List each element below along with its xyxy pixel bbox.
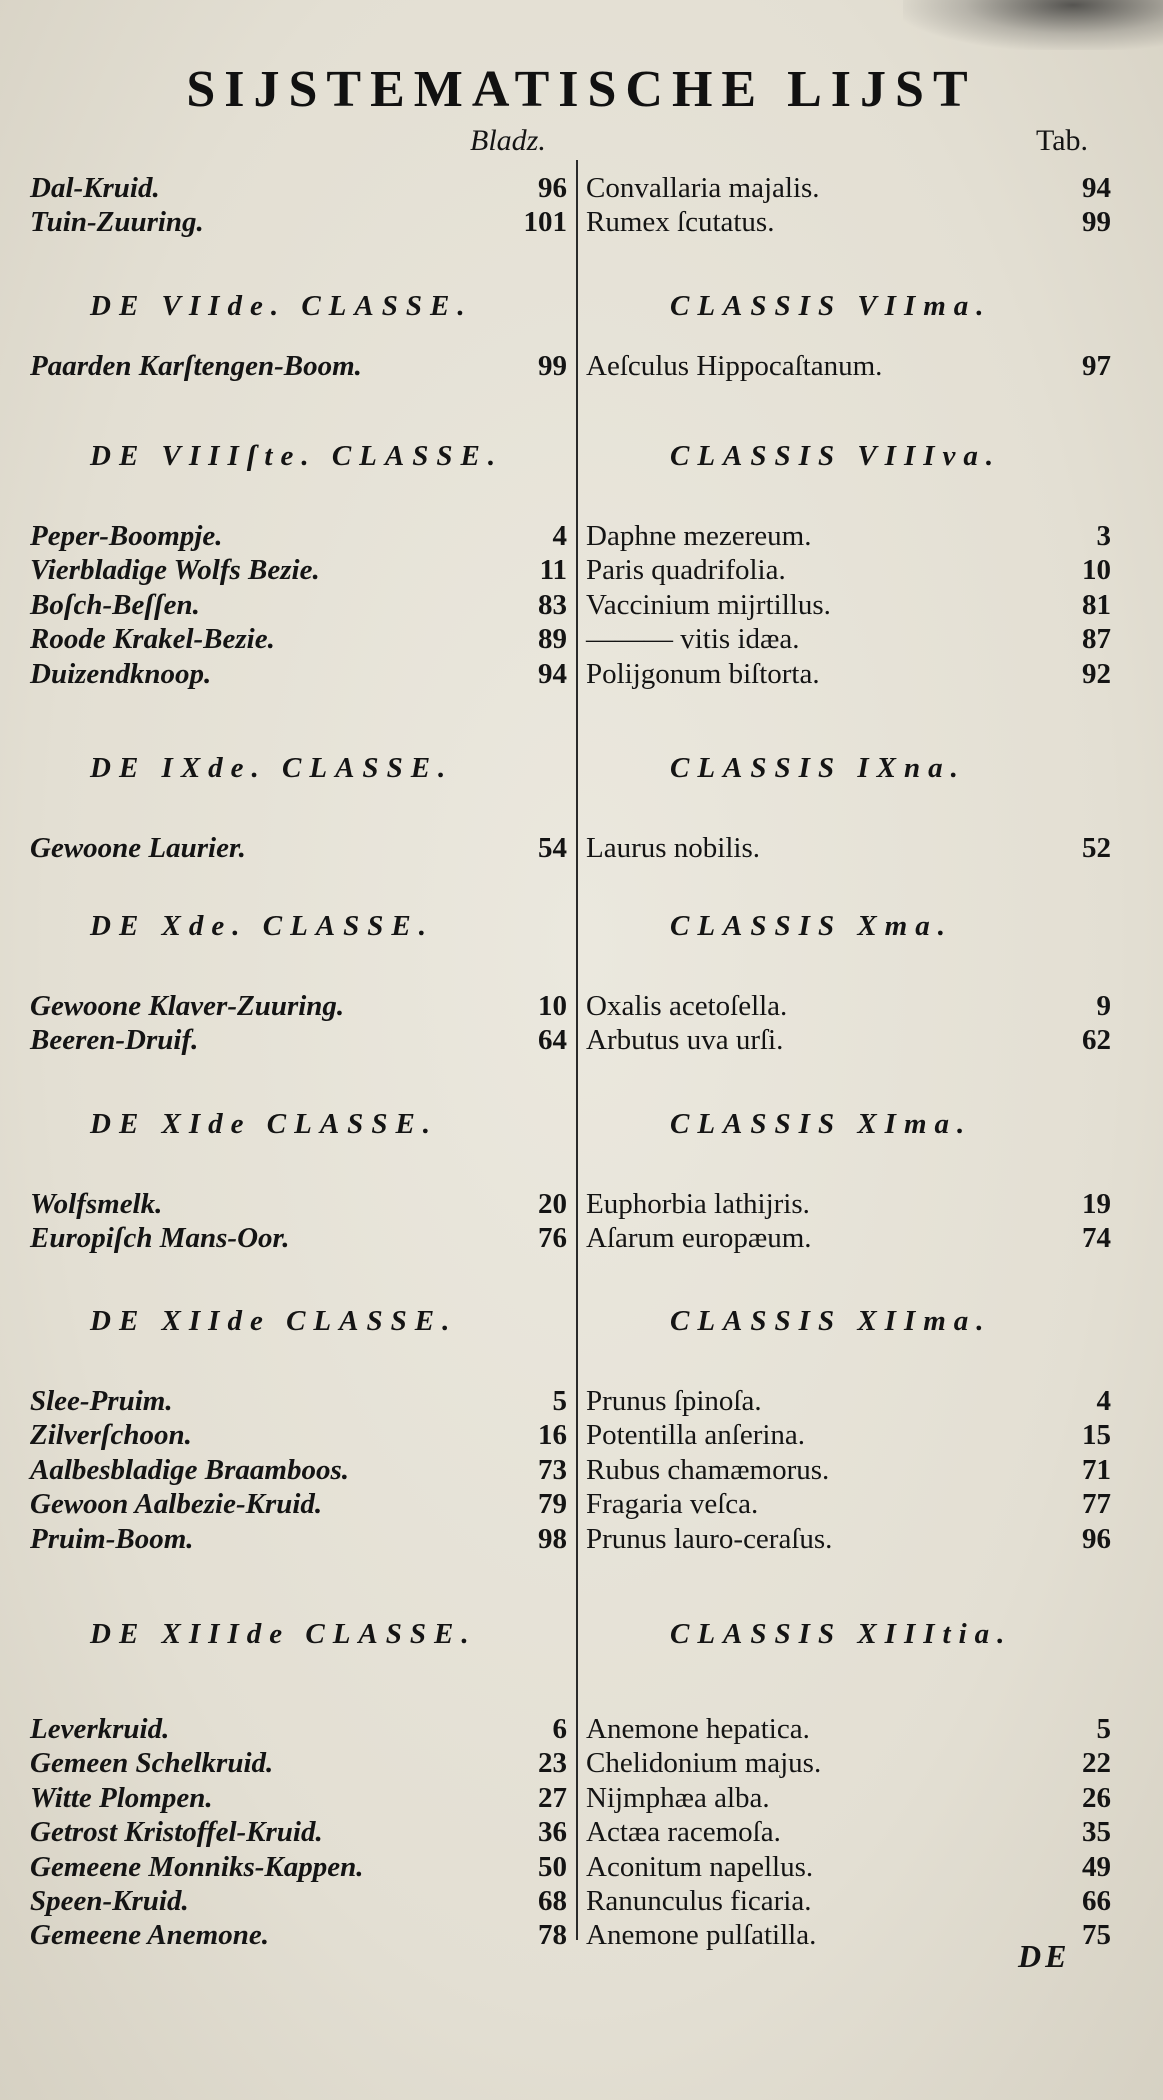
plate-number: 66 [1082, 1885, 1111, 1917]
list-item [0, 1454, 1163, 1490]
section-heading [0, 440, 1163, 500]
dutch-name: Wolfsmelk. [30, 1188, 163, 1220]
list-item [0, 1713, 1163, 1749]
latin-name: Aeſculus Hippocaſtanum. [586, 350, 883, 382]
plate-number: 49 [1082, 1850, 1111, 1883]
section-heading-dutch: DE VIIIſte. CLASSE. [90, 440, 504, 472]
list-item [0, 1885, 1163, 1921]
plate-number: 4 [1096, 1385, 1111, 1417]
latin-name: ——— vitis idæa. [586, 623, 800, 656]
latin-name: Oxalis acetoſella. [586, 990, 788, 1022]
dutch-name: Paarden Karſtengen-Boom. [30, 350, 362, 382]
page-number: 27 [538, 1781, 567, 1814]
section-heading-dutch: DE XIde CLASSE. [90, 1108, 439, 1140]
page-number: 16 [538, 1419, 567, 1452]
dutch-name: Gemeene Monniks-Kappen. [30, 1850, 364, 1883]
page-number: 5 [552, 1385, 567, 1417]
page-number: 20 [538, 1188, 567, 1220]
page-number: 78 [538, 1919, 567, 1952]
plate-number: 75 [1082, 1919, 1111, 1952]
page-number: 64 [538, 1024, 567, 1057]
dutch-name: Speen-Kruid. [30, 1885, 189, 1917]
list-item [0, 1385, 1163, 1421]
latin-name: Convallaria majalis. [586, 172, 820, 204]
section-heading [0, 752, 1163, 812]
section-heading-latin: CLASSIS IXna. [670, 752, 966, 784]
plate-number: 19 [1082, 1188, 1111, 1220]
plate-number: 92 [1082, 657, 1111, 690]
list-item [0, 1747, 1163, 1783]
dutch-name: Europiſch Mans-Oor. [30, 1222, 290, 1255]
section-heading [0, 290, 1163, 350]
page-number: 6 [552, 1713, 567, 1745]
latin-name: Aſarum europæum. [586, 1222, 812, 1255]
list-item [0, 623, 1163, 659]
plate-number: 81 [1082, 588, 1111, 621]
list-item [0, 206, 1163, 242]
dutch-name: Beeren-Druif. [30, 1024, 199, 1057]
list-item [0, 990, 1163, 1026]
dutch-name: Vierbladige Wolfs Bezie. [30, 554, 320, 587]
page-number: 83 [538, 588, 567, 621]
section-heading [0, 910, 1163, 970]
plate-number: 35 [1082, 1816, 1111, 1849]
section-heading-dutch: DE Xde. CLASSE. [90, 910, 434, 942]
plate-number: 26 [1082, 1781, 1111, 1814]
dutch-name: Gewoone Klaver-Zuuring. [30, 990, 345, 1022]
list-item [0, 1222, 1163, 1258]
plate-number: 97 [1082, 350, 1111, 382]
list-item [0, 1816, 1163, 1852]
list-item [0, 832, 1163, 868]
plate-number: 62 [1082, 1024, 1111, 1057]
page-number: 89 [538, 623, 567, 656]
latin-name: Prunus lauro-ceraſus. [586, 1522, 833, 1555]
latin-name: Rumex ſcutatus. [586, 206, 775, 239]
page-number: 99 [538, 350, 567, 382]
page-number: 50 [538, 1850, 567, 1883]
dutch-name: Witte Plompen. [30, 1781, 213, 1814]
page-number: 98 [538, 1522, 567, 1555]
plate-number: 71 [1082, 1453, 1111, 1486]
section-heading-latin: CLASSIS VIIIva. [670, 440, 1002, 472]
list-item [0, 658, 1163, 694]
dutch-name: Gewoon Aalbezie-Kruid. [30, 1488, 323, 1521]
dutch-name: Peper-Boompje. [30, 520, 223, 552]
latin-name: Anemone hepatica. [586, 1713, 810, 1745]
page-number: 94 [538, 657, 567, 690]
page-number: 76 [538, 1222, 567, 1255]
plate-number: 10 [1082, 554, 1111, 587]
dutch-name: Pruim-Boom. [30, 1522, 194, 1555]
section-heading-dutch: DE VIIde. CLASSE. [90, 290, 473, 322]
section-heading-latin: CLASSIS XIma. [670, 1108, 973, 1140]
section-heading [0, 1108, 1163, 1168]
latin-name: Daphne mezereum. [586, 520, 812, 552]
latin-name: Chelidonium majus. [586, 1747, 822, 1780]
page-number: 11 [539, 554, 567, 587]
list-item [0, 172, 1163, 208]
page-shadow [903, 0, 1163, 50]
latin-name: Vaccinium mijrtillus. [586, 588, 831, 621]
dutch-name: Slee-Pruim. [30, 1385, 173, 1417]
page-number: 96 [538, 172, 567, 204]
page-number: 10 [538, 990, 567, 1022]
page-number: 36 [538, 1816, 567, 1849]
latin-name: Potentilla anſerina. [586, 1419, 806, 1452]
latin-name: Paris quadrifolia. [586, 554, 786, 587]
list-item [0, 1851, 1163, 1887]
catchword: DE [1018, 1938, 1071, 1974]
column-header-tab: Tab. [1036, 124, 1089, 157]
latin-name: Polijgonum biſtorta. [586, 657, 820, 690]
list-item [0, 1024, 1163, 1060]
column-header-bladz: Bladz. [470, 124, 546, 157]
section-heading-latin: CLASSIS XIIma. [670, 1305, 992, 1337]
dutch-name: Tuin-Zuuring. [30, 206, 204, 239]
list-item [0, 1188, 1163, 1224]
list-item [0, 589, 1163, 625]
page-number: 101 [523, 206, 567, 239]
page-number: 73 [538, 1453, 567, 1486]
list-item [0, 1523, 1163, 1559]
list-item [0, 520, 1163, 556]
dutch-name: Leverkruid. [30, 1713, 170, 1745]
plate-number: 96 [1082, 1522, 1111, 1555]
section-heading-latin: CLASSIS VIIma. [670, 290, 992, 322]
latin-name: Prunus ſpinoſa. [586, 1385, 762, 1417]
page-number: 54 [538, 832, 567, 864]
latin-name: Arbutus uva urſi. [586, 1024, 784, 1057]
dutch-name: Duizendknoop. [30, 657, 212, 690]
plate-number: 22 [1082, 1747, 1111, 1780]
section-heading-latin: CLASSIS XIIItia. [670, 1618, 1013, 1650]
section-heading-latin: CLASSIS Xma. [670, 910, 953, 942]
dutch-name: Gemeen Schelkruid. [30, 1747, 274, 1780]
dutch-name: Boſch-Beſſen. [30, 588, 200, 621]
latin-name: Aconitum napellus. [586, 1850, 814, 1883]
plate-number: 87 [1082, 623, 1111, 656]
section-heading-dutch: DE XIIIde CLASSE. [90, 1618, 477, 1650]
page-number: 68 [538, 1885, 567, 1917]
section-heading-dutch: DE IXde. CLASSE. [90, 752, 454, 784]
section-heading [0, 1305, 1163, 1365]
latin-name: Fragaria veſca. [586, 1488, 759, 1521]
plate-number: 15 [1082, 1419, 1111, 1452]
list-item [0, 1488, 1163, 1524]
latin-name: Ranunculus ficaria. [586, 1885, 812, 1917]
dutch-name: Aalbesbladige Braamboos. [30, 1453, 350, 1486]
latin-name: Euphorbia lathijris. [586, 1188, 810, 1220]
page-title: SIJSTEMATISCHE LIJST [186, 61, 977, 118]
page-number: 79 [538, 1488, 567, 1521]
section-heading [0, 1618, 1163, 1678]
plate-number: 3 [1096, 520, 1111, 552]
plate-number: 74 [1082, 1222, 1111, 1255]
latin-name: Laurus nobilis. [586, 832, 760, 864]
page-number: 4 [552, 520, 567, 552]
latin-name: Anemone pulſatilla. [586, 1919, 817, 1952]
latin-name: Nijmphæa alba. [586, 1781, 770, 1814]
list-item [0, 554, 1163, 590]
dutch-name: Zilverſchoon. [30, 1419, 192, 1452]
plate-number: 5 [1096, 1713, 1111, 1745]
plate-number: 77 [1082, 1488, 1111, 1521]
dutch-name: Gemeene Anemone. [30, 1919, 269, 1952]
dutch-name: Gewoone Laurier. [30, 832, 246, 864]
list-item [0, 350, 1163, 386]
dutch-name: Roode Krakel-Bezie. [30, 623, 275, 656]
latin-name: Rubus chamæmorus. [586, 1453, 830, 1486]
dutch-name: Dal-Kruid. [30, 172, 160, 204]
plate-number: 99 [1082, 206, 1111, 239]
list-item [0, 1782, 1163, 1818]
plate-number: 52 [1082, 832, 1111, 864]
latin-name: Actæa racemoſa. [586, 1816, 781, 1849]
dutch-name: Getrost Kristoffel-Kruid. [30, 1816, 323, 1849]
list-item [0, 1419, 1163, 1455]
page-number: 23 [538, 1747, 567, 1780]
plate-number: 94 [1082, 172, 1111, 204]
plate-number: 9 [1096, 990, 1111, 1022]
section-heading-dutch: DE XIIde CLASSE. [90, 1305, 458, 1337]
list-item [0, 1919, 1163, 1955]
